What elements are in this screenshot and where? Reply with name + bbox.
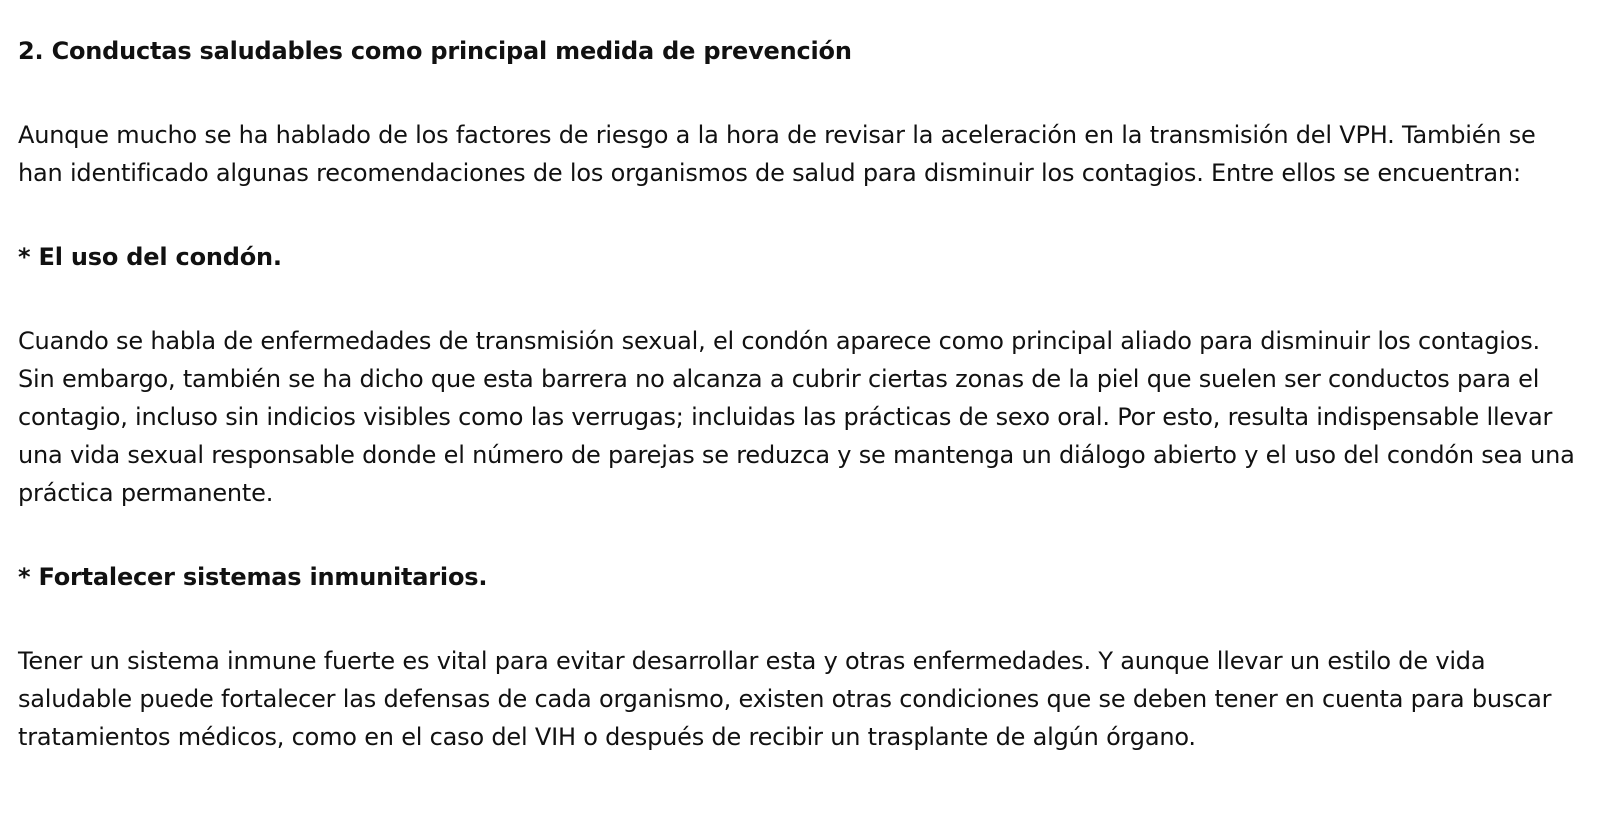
article-body <box>18 32 1578 756</box>
item-body-condon: Cuando se habla de enfermedades de transmisión sexual, el condón aparece como principal aliado para disminuir los contagios. Sin embargo, también se ha dicho que esta barrera no alcanza a cubrir ciertas zonas de la piel que suelen ser conductos para el contagio, incluso sin indicios visibles como las verrugas; incluidas las prácticas de sexo oral. Por esto, resulta indispensable llevar una vida sexual responsable donde el número de parejas se reduzca y se mantenga un diálogo abierto y el uso del condón sea una práctica permanente. <box>18 327 1575 507</box>
item-body-inmunitarios: Tener un sistema inmune fuerte es vital para evitar desarrollar esta y otras enfermedades. Y aunque llevar un estilo de vida saludable puede fortalecer las defensas de cada organismo, existen otras condiciones que se deben tener en cuenta para buscar tratamientos médicos, como en el caso del VIH o después de recibir un trasplante de algún órgano. <box>18 647 1552 751</box>
item-heading-inmunitarios: * Fortalecer sistemas inmunitarios. <box>18 563 488 591</box>
section-title: 2. Conductas saludables como principal medida de prevención <box>18 37 852 65</box>
item-heading-condon: * El uso del condón. <box>18 243 282 271</box>
intro-paragraph: Aunque mucho se ha hablado de los factores de riesgo a la hora de revisar la aceleración en la transmisión del VPH. También se han identificado algunas recomendaciones de los organismos de salud para disminuir los contagios. Entre ellos se encuentran: <box>18 121 1536 187</box>
